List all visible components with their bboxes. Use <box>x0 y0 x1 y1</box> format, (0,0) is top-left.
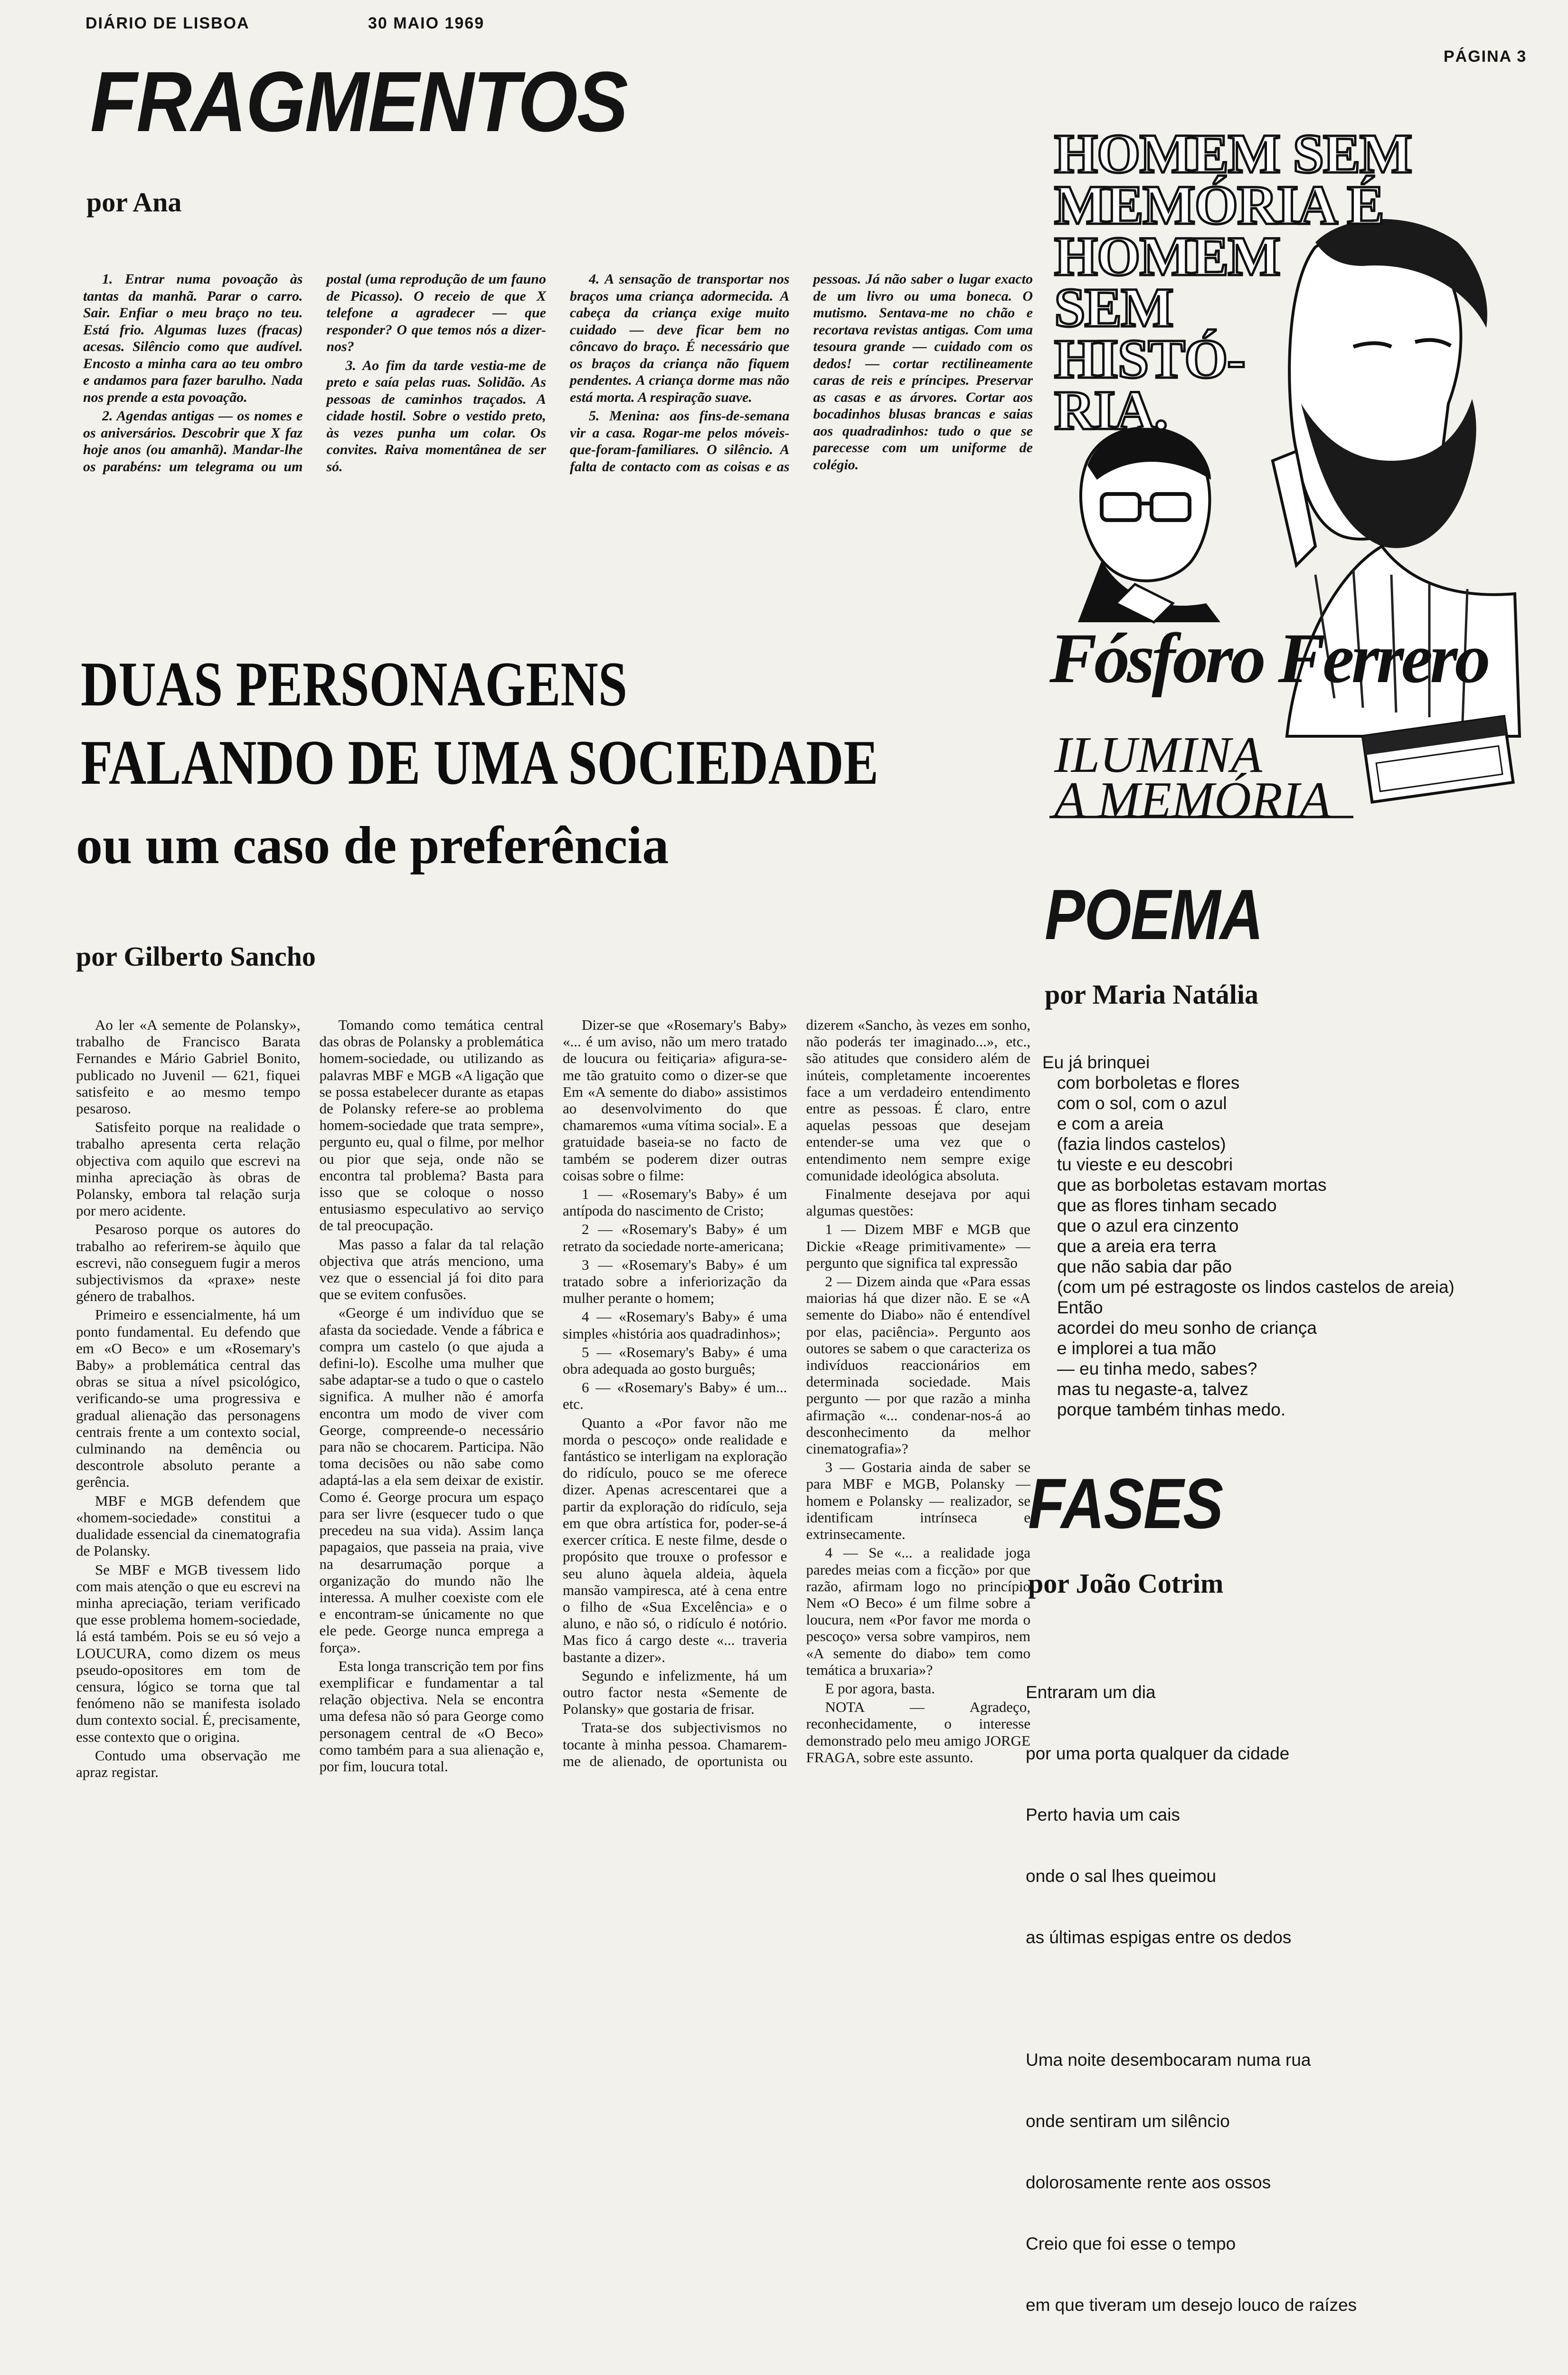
fragmento-2: 2. Agendas antigas — os nomes e os aniversários. Descobrir que X faz hoje anos (ou amanhã). Mandar-lhe os parabéns: um telegrama ou um postal (uma reprodução de um fauno de Picasso). O receio de que X telefone a agradecer — que responder? O que temos nós a dizer-nos? <box>83 271 546 475</box>
article-body <box>76 1016 1030 2066</box>
article-paragraph: 6 — «Rosemary's Baby» é um... etc. <box>563 1379 787 1413</box>
article-paragraph: Satisfeito porque na realidade o trabalho apresenta certa relação objectiva com aquilo que escrevi na minha apreciação às obras de Polansky, embora tal relação surja por mero acidente. <box>76 1119 301 1219</box>
poema-line: (fazia lindos castelos) <box>1042 1134 1226 1154</box>
poema-line: que as borboletas estavam mortas <box>1042 1175 1327 1195</box>
article-paragraph: Finalmente desejava por aqui algumas questões: <box>806 1186 1030 1219</box>
article-paragraph: Esta longa transcrição tem por fins exemplificar e fundamentar a tal relação objectiva. Nela se encontra uma defesa não só para George como personagem central de «O Beco» como também para a sua alienação e, por fim, loucura total. <box>319 1657 544 1775</box>
article-paragraph: 1 — Dizem MBF e MGB que Dickie «Reage primitivamente» — pergunto que significa tal expressão <box>806 1221 1030 1271</box>
fases-line: onde sentiram um silêncio <box>1026 2111 1230 2131</box>
poema-line: que as flores tinham secado <box>1042 1196 1277 1215</box>
poema-byline: por Maria Natália <box>1045 979 1258 1010</box>
issue-date: 30 MAIO 1969 <box>368 14 485 32</box>
article-paragraph: Se MBF e MGB tivessem lido com mais atenção o que eu escrevi na minha apreciação, teriam verificado que esse problema homem-sociedade, lá está também. Pois se eu só vejo a LOUCURA, como dizem os meus pseudo-opositores em tom de censura, lógico se torna que tal fenómeno não se manifesta isolado dum contexto social. É, precisamente, esse contexto que o origina. <box>76 1561 301 1745</box>
article-paragraph: Contudo uma observação me apraz registar. <box>76 1747 301 1780</box>
article-paragraph: Tomando como temática central das obras de Polansky a problemática homem-sociedade, ou utilizando as palavras MBF e MGB «A ligação que se possa estabelecer durante as etapas de Polansky refere-se ao problema homem-sociedade que trata sempre», pergunto eu, qual o filme, por melhor ou pior que seja, onde não se encontra tal problema? Basta para isso que se coloque o nosso entusiasmo especulativo ao serviço de tal preocupação. <box>319 1016 544 1234</box>
fases-line: as últimas espigas entre os dedos <box>1026 1928 1292 1947</box>
poema-line: tu vieste e eu descobri <box>1042 1155 1233 1174</box>
article-paragraph: NOTA — Agradeço, reconhecidamente, o interesse demonstrado pelo meu amigo JORGE FRAGA, sobre este assunto. <box>806 1699 1030 1766</box>
article-paragraph: 2 — Dizem ainda que «Para essas maiorias há que dizer não. E se «A semente do Diabo» não é entendível por elas, paciência». Pergunto aos outores se sabem o que caracteriza os indivíduos reaccionários em determinada sociedade. Mais pergunto — por que razão a minha afirmação «... condenar-nos-á ao desconhecimento da melhor cinematografia»? <box>806 1273 1030 1457</box>
fases-line: por uma porta qualquer da cidade <box>1026 1744 1290 1763</box>
poema-line: — eu tinha medo, sabes? <box>1042 1359 1257 1378</box>
poema-line: Eu já brinquei <box>1042 1053 1150 1072</box>
article-paragraph: Mas passo a falar da tal relação objectiva que atrás menciono, uma vez que o essencial já foi dito para que se evitem confusões. <box>319 1235 544 1303</box>
poema-text <box>1042 1052 1455 1420</box>
fases-line: dolorosamente rente aos ossos <box>1026 2173 1271 2192</box>
article-paragraph: Pesaroso porque os autores do trabalho ao referirem-se àquilo que escrevi, não conseguem fugir a meros subjectivismos da «praxe» neste género de trabalhos. <box>76 1221 301 1305</box>
poema-line: que o azul era cinzento <box>1042 1216 1239 1235</box>
article-title-line-2: FALANDO DE UMA SOCIEDADE <box>81 727 878 798</box>
fases-text <box>1026 1641 1400 2375</box>
newspaper-name: DIÁRIO DE LISBOA <box>85 14 250 32</box>
page-number: PÁGINA 3 <box>1444 48 1527 66</box>
fases-line: onde o sal lhes queimou <box>1026 1866 1217 1886</box>
poema-line: mas tu negaste-a, talvez <box>1042 1379 1248 1399</box>
article-paragraph: 2 — «Rosemary's Baby» é um retrato da sociedade norte-americana; <box>563 1221 787 1254</box>
fases-title: FASES <box>1028 1463 1223 1543</box>
fases-line: Uma noite desembocaram numa rua <box>1026 2050 1311 2070</box>
poema-line: e implorei a tua mão <box>1042 1339 1217 1358</box>
article-paragraph: Ao ler «A semente de Polansky», trabalho de Francisco Barata Fernandes e Mário Gabriel Bonito, publicado no Juvenil — 621, fiquei satisfeito e ao mesmo tempo pesaroso. <box>76 1016 301 1117</box>
article-paragraph: 3 — Gostaria ainda de saber se para MBF e MGB, Polansky — homem e Polansky — realizador, se identificam intrínseca e extrinsecamente. <box>806 1459 1030 1543</box>
poema-line: (com um pé estragoste os lindos castelos de areia) <box>1042 1277 1455 1297</box>
advert-slogan-2: A MEMÓRIA <box>1054 772 1331 828</box>
article-title-line-1: DUAS PERSONAGENS <box>81 649 627 719</box>
advert-line-1: HOMEM SEM <box>1054 123 1412 185</box>
article-paragraph: Segundo e infelizmente, há um outro factor nesta «Semente de Polansky» que gostaria de frisar. <box>563 1667 787 1718</box>
fases-byline: por João Cotrim <box>1028 1568 1224 1599</box>
poema-line: porque também tinhas medo. <box>1042 1400 1286 1419</box>
article-paragraph: 1 — «Rosemary's Baby» é um antípoda do nascimento de Cristo; <box>563 1186 787 1219</box>
advert-line-5: HISTÓ- <box>1054 328 1245 390</box>
fases-stanza-2 <box>1026 2009 1400 2356</box>
fases-line: Perto havia um cais <box>1026 1805 1180 1824</box>
advert-line-3: HOMEM <box>1054 225 1280 287</box>
article-paragraph: Quanto a «Por favor não me morda o pescoço» onde realidade e fantástico se interligam na exploração do ridículo, pouco se me oferece dizer. Apenas acrescentarei que a partir da exploração do ridículo, seja em que obra artística for, poder-se-á exercer crítica. E neste filme, desde o propósito que trouxe o professor e seu aluno àquela aldeia, àquela mansão vampiresca, até à cena entre o filho de «Sua Excelência» e o aluno, e não só, o ridículo é notório. Mas fico á cargo deste «... traveria bastante a dizer». <box>563 1414 787 1665</box>
fragmentos-body <box>83 271 1033 556</box>
article-paragraph: Dizer-se que «Rosemary's Baby» «... é um aviso, não um mero tratado de loucura ou feitiçaria» afigura-se-me tão gratuito como o dizer-se que Em «A semente do diabo» assistimos ao desenvolvimento do que chamaremos «uma vítima social». E a gratuidade baseia-se no facto de também se poderem dizer outras coisas sobre o filme: <box>563 1016 787 1184</box>
advert-brand: Fósforo Ferrero <box>1049 619 1488 698</box>
fragmentos-title: FRAGMENTOS <box>90 54 628 150</box>
fases-line: Entraram um dia <box>1026 1682 1156 1702</box>
article-byline: por Gilberto Sancho <box>76 941 316 972</box>
ferrero-advert <box>1049 119 1524 841</box>
article-paragraph: 3 — «Rosemary's Baby» é um tratado sobre a inferiorização da mulher perante o homem; <box>563 1256 787 1307</box>
fragmento-4: 4. A sensação de transportar nos braços uma criança adormecida. A cabeça da criança exige muito cuidado — deve ficar bem no côncavo do braço. É necessário que os braços da criança não fiquem pendentes. A criança dorme mas não está morta. A respiração suave. <box>570 271 790 405</box>
article-subtitle: ou um caso de preferência <box>76 816 669 875</box>
poema-line: com o sol, com o azul <box>1042 1093 1227 1113</box>
poema-line: que não sabia dar pão <box>1042 1257 1232 1276</box>
fragmento-1: 1. Entrar numa povoação às tantas da manhã. Parar o carro. Sair. Enfiar o meu braço no teu. Está frio. Algumas luzes (fracas) acesas. Silêncio como que audível. Encosto a minha cara ao teu ombro e andamos para fazer barulho. Nada nos prende a esta povoação. <box>83 271 303 405</box>
fases-stanza-1 <box>1026 1641 1400 1988</box>
fragmentos-byline: por Ana <box>86 187 182 218</box>
article-paragraph: Primeiro e essencialmente, há um ponto fundamental. Eu defendo que em «O Beco» e um «Rosemary's Baby» a problemática central das obras se situa a nível psicológico, verificando-se uma progressiva e gradual alienação das personagens centrais frente a um contexto social, culminando na demência ou descontrole absoluto perante a gerência. <box>76 1306 301 1491</box>
advert-slogan-1: ILUMINA <box>1054 727 1262 783</box>
poema-line: acordei do meu sonho de criança <box>1042 1318 1317 1338</box>
article-paragraph: E por agora, basta. <box>825 1680 935 1697</box>
fases-line: Creio que foi esse o tempo <box>1026 2234 1236 2253</box>
poema-title: POEMA <box>1045 874 1263 954</box>
poema-line: com borboletas e flores <box>1042 1073 1240 1092</box>
poema-line: que a areia era terra <box>1042 1236 1217 1256</box>
article-paragraph: 5 — «Rosemary's Baby» é uma obra adequada ao gosto burguês; <box>563 1343 787 1378</box>
advert-line-4: SEM <box>1054 276 1173 339</box>
fragmento-5: 5. Menina: aos fins-de-semana vir a casa. Rogar-me pelos móveis-que-foram-familiares. O silêncio. A falta de contacto com as coisas e as pessoas. Já não saber o lugar exacto de um livro ou uma boneca. O mutismo. Sentava-me no chão e recortava revistas antigas. Com uma tesoura grande — cuidado com os dedos! — cortar rectilineamente caras de reis e príncipes. Preservar as casas e as árvores. Cortar aos bocadinhos blusas brancas e saias aos quadradinhos: tudo o que se parecesse com um uniforme de colégio. <box>570 271 1033 475</box>
poema-line: e com a areia <box>1042 1114 1164 1133</box>
advert-line-6: RIA. <box>1054 379 1167 441</box>
article-paragraph: MBF e MGB defendem que «homem-sociedade» constitui a dualidade essencial da cinematografia de Polansky. <box>76 1492 301 1559</box>
fragmento-3: 3. Ao fim da tarde vestia-me de preto e saía pelas ruas. Solidão. As pessoas de caminhos traçados. A cidade hostil. Sobre o vestido preto, às vezes punha um colar. Os convites. Raiva momentânea de ser só. <box>326 357 546 475</box>
article-paragraph: 4 — «Rosemary's Baby» é uma simples «história aos quadradinhos»; <box>563 1308 787 1342</box>
poema-line: Então <box>1042 1298 1103 1317</box>
article-paragraph: Trata-se dos subjectivismos no tocante à minha pessoa. Chamarem-me de alienado, de oportunista ou dizerem «Sancho, às vezes em sonho, não poderás ter imaginado...», etc., são atitudes que considero além de inúteis, completamente incoerentes face a um verdadeiro entendimento entre as pessoas. É claro, entre aquelas pessoas que desejam entender-se uma vez que o entendimento nem sempre exige comunidade ideológica absoluta. <box>563 1016 1030 1769</box>
article-paragraph: «George é um indivíduo que se afasta da sociedade. Vende a fábrica e compra um castelo (o que ajuda a defini-lo). Escolhe uma mulher que sabe adaptar-se a tudo o que o castelo significa. A mulher não é amorfa encontra um modo de viver com George, compreende-o necessário para não se chocarem. Participa. Não toma decisões ou não sabe como adaptá-las a ela sem deixar de existir. Como é. George procura um espaço para ser livre (esquecer tudo o que precedeu na sua vida). Assim lança papagaios, que passeia na praia, vive na desarrumação porque a organização do mundo não lhe interessa. A mulher coexiste com ele e encontram-se únicamente no que ele pede. George nunca emprega a força». <box>319 1304 544 1656</box>
article-paragraph: 4 — Se «... a realidade joga paredes meias com a ficção» por que razão, afirmam logo no princípio Nem «O Beco» é um filme sobre a loucura, nem «Por favor me morda o pescoço» versa sobre vampiros, nem «A semente do diabo» tem como temática a bruxaria»? <box>806 1544 1030 1678</box>
fases-line: em que tiveram um desejo louco de raízes <box>1026 2295 1357 2315</box>
advert-line-2: MEMÓRIA É <box>1054 174 1384 236</box>
